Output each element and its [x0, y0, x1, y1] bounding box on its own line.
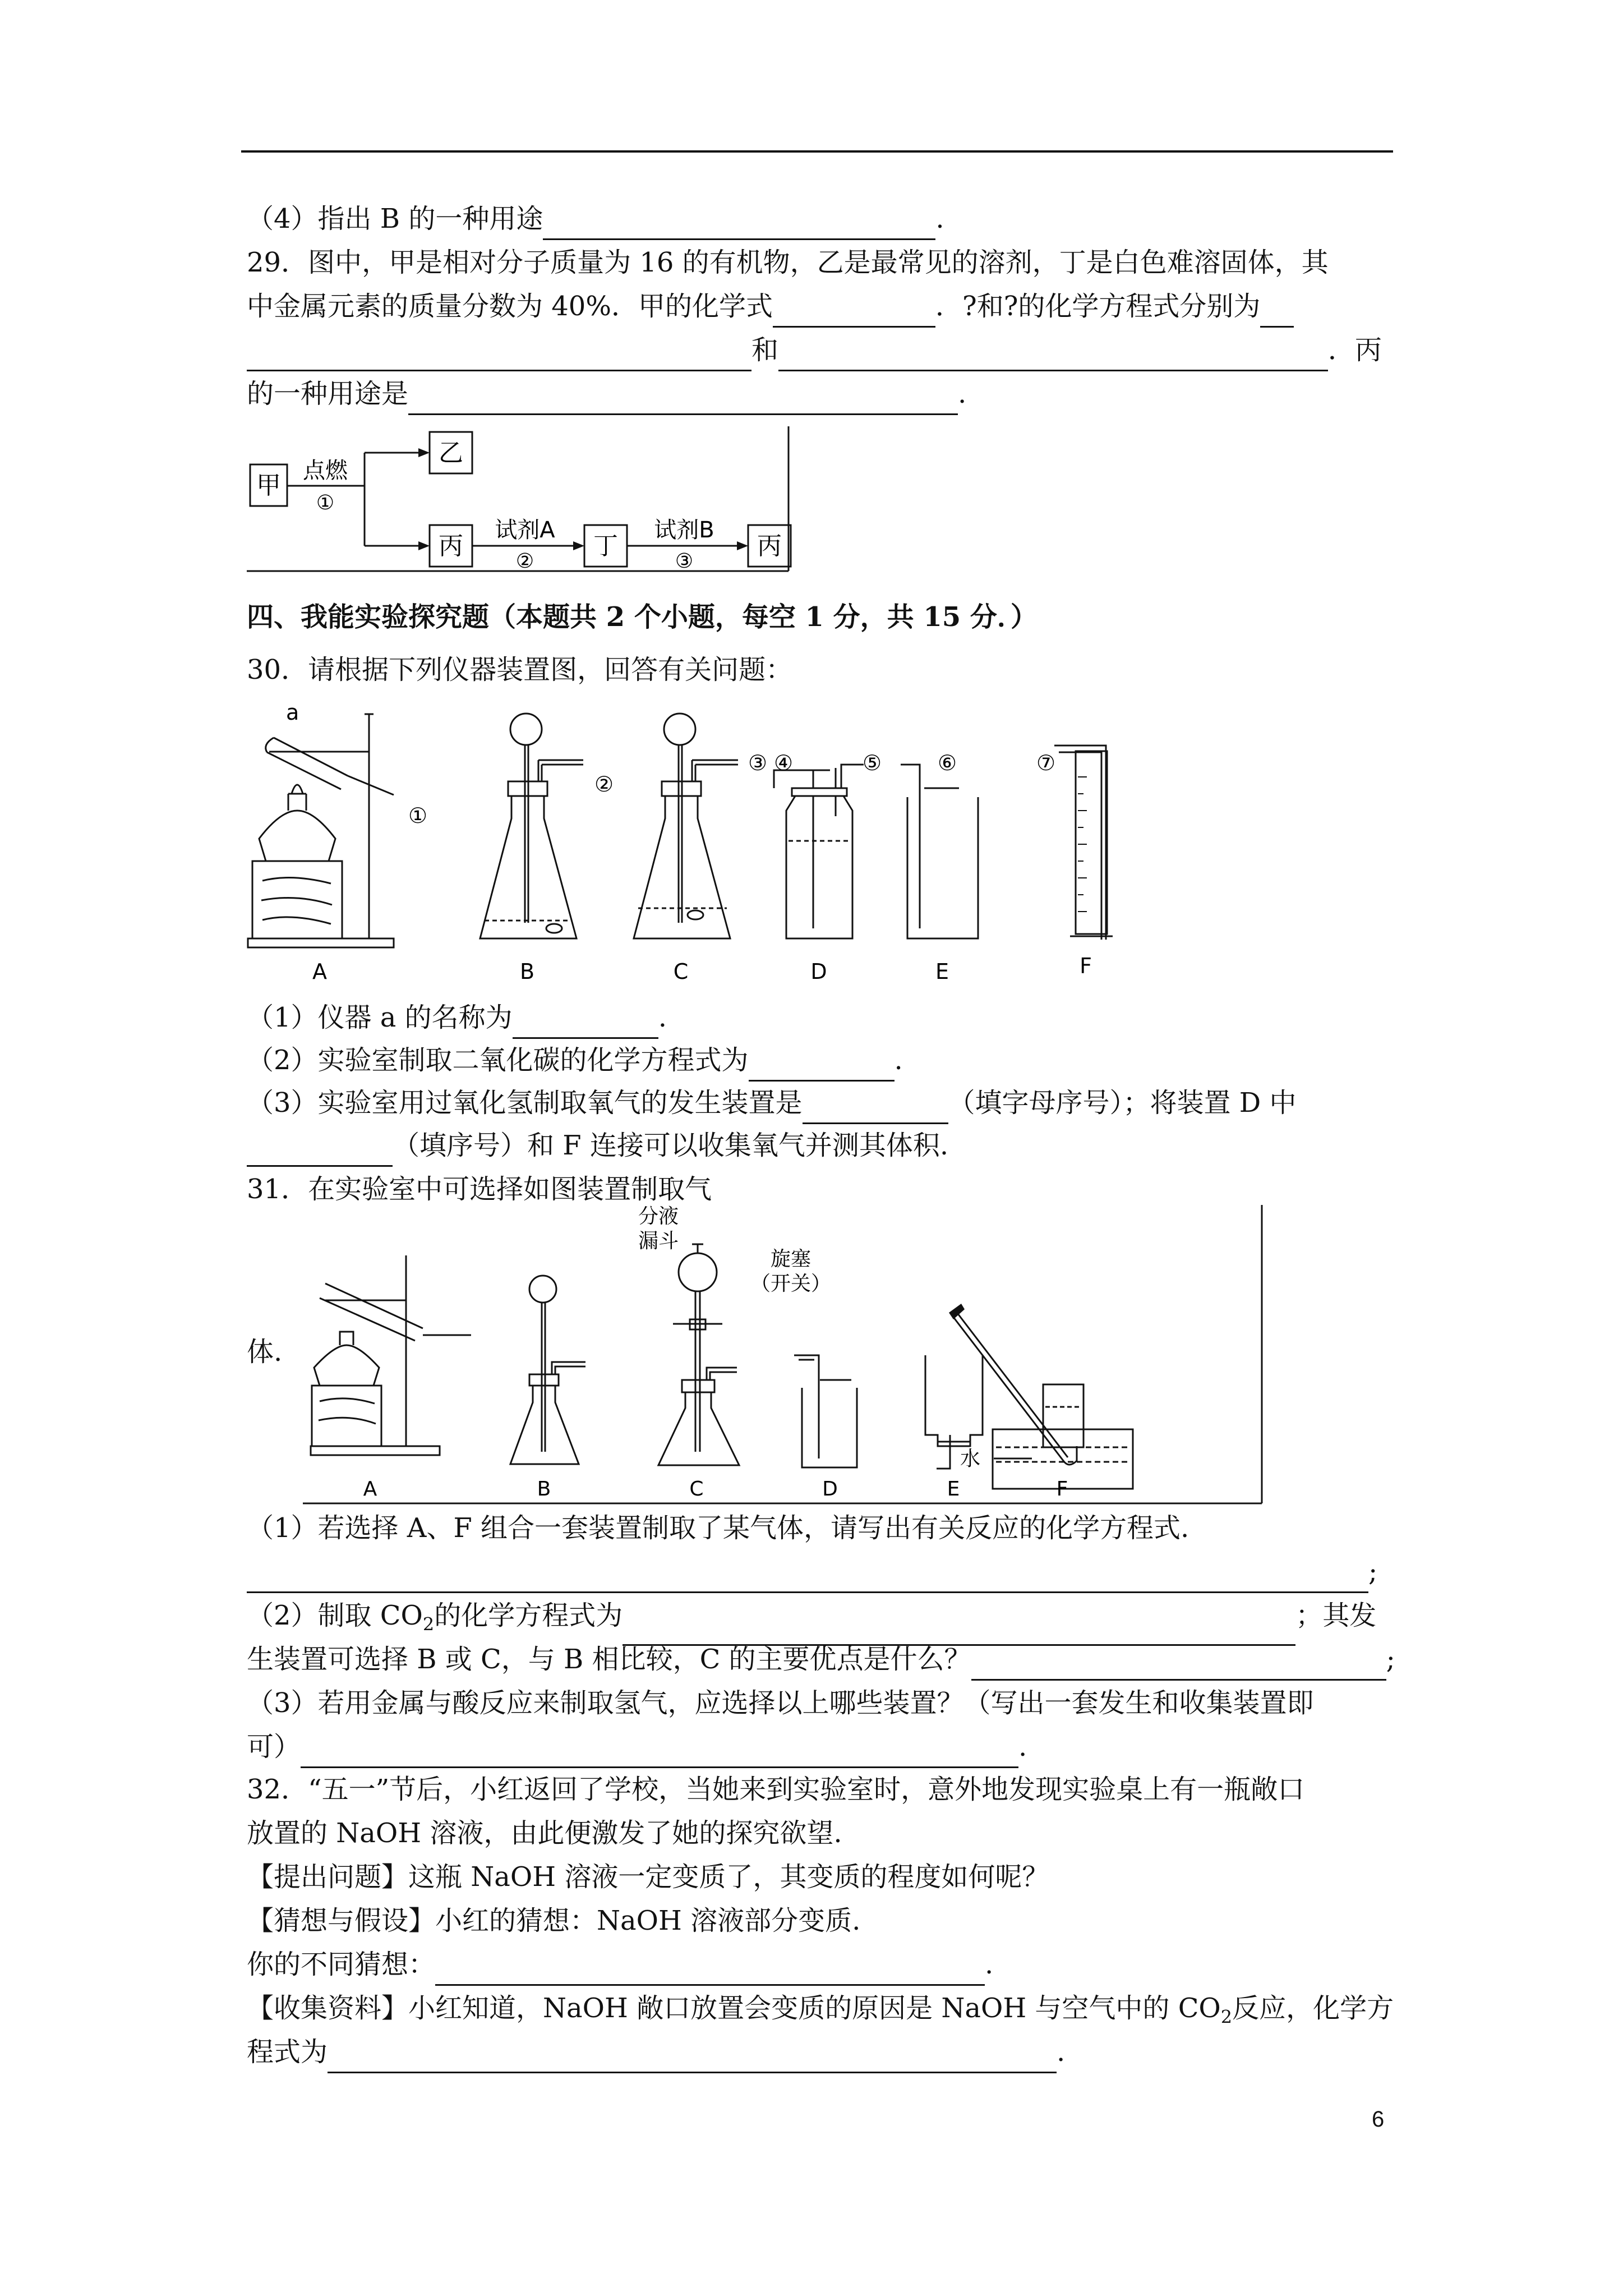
q30-part2 [247, 1039, 903, 1082]
q29-line1: 29．图中，甲是相对分子质量为 16 的有机物，乙是最常见的溶剂，丁是白色难溶固体，其 [247, 247, 1329, 278]
q30-apparatus-figure [247, 698, 1200, 990]
q29-flow-diagram [247, 426, 794, 572]
node-bing: 丙 [439, 532, 463, 560]
label-F: F [1080, 954, 1092, 978]
q30-text: （填序号）和 F 连接可以收集氧气并测其体积. [393, 1130, 949, 1161]
q30-part3 [247, 1082, 1297, 1124]
q28-part4 [247, 197, 944, 240]
q31-text: 可） [247, 1731, 301, 1763]
label-dianran: 点燃 [303, 458, 348, 484]
q32-question: 【提出问题】这瓶 NaOH 溶液一定变质了，其变质的程度如何呢？ [247, 1861, 1049, 1893]
label-E: E [947, 1478, 960, 1501]
q32-line2: 放置的 NaOH 溶液，由此便激发了她的探究欲望. [247, 1818, 842, 1849]
label-B: B [537, 1478, 551, 1501]
q31-part1: （1）若选择 A、F 组合一套装置制取了某气体，请写出有关反应的化学方程式. [247, 1512, 1189, 1544]
label-a: a [286, 700, 299, 725]
semicolon: ; [1386, 1644, 1395, 1675]
label-step1: ① [316, 491, 335, 514]
q30-stem: 30．请根据下列仪器装置图，回答有关问题： [247, 654, 793, 685]
label-n2: ② [594, 772, 614, 797]
q32-text: 【收集资料】小红知道，NaOH 敞口放置会变质的原因是 NaOH 与空气中的 CO [247, 1993, 1221, 2024]
period: . [658, 1002, 667, 1033]
q31-stem-cont: 体. [247, 1336, 283, 1368]
q29-text: 中金属元素的质量分数为 40%．甲的化学式 [247, 291, 773, 322]
subscript: 2 [1220, 2006, 1233, 2028]
q31-part2-cont [247, 1638, 1395, 1681]
q32-your-guess [247, 1943, 993, 1986]
label-n6: ⑥ [938, 751, 957, 775]
label-funnel: 分液 [638, 1205, 679, 1228]
q31-part3-cont [247, 1726, 1027, 1768]
answer-blank[interactable] [247, 1134, 393, 1167]
label-D: D [810, 959, 827, 984]
q29-text: 和 [751, 334, 779, 366]
label-n4: ④ [774, 751, 794, 775]
q31-part1-blank [247, 1550, 1377, 1593]
q29-text: ．丙 [1328, 334, 1382, 366]
q31-text: ；其发 [1295, 1600, 1377, 1631]
q32-line1: 32．“五一”节后，小红返回了学校，当她来到实验室时，意外地发现实验桌上有一瓶敞口 [247, 1774, 1305, 1805]
q29-line3 [247, 329, 1382, 371]
period: . [894, 1045, 903, 1076]
label-A: A [363, 1478, 377, 1501]
page-number: 6 [1372, 2107, 1385, 2132]
label-C: C [673, 959, 689, 984]
label-step3: ③ [675, 550, 694, 572]
answer-blank[interactable] [408, 382, 958, 415]
answer-blank[interactable] [803, 1091, 948, 1124]
label-n1: ① [408, 803, 428, 828]
period: . [1057, 2036, 1066, 2068]
label-n7: ⑦ [1036, 751, 1056, 775]
q30-text: （填字母序号）；将装置 D 中 [948, 1087, 1297, 1119]
label-B: B [519, 959, 535, 984]
answer-blank[interactable] [301, 1735, 1018, 1768]
period: . [1018, 1731, 1027, 1763]
q32-text: 程式为 [247, 2036, 328, 2068]
q30-text: （1）仪器 a 的名称为 [247, 1002, 513, 1033]
answer-blank[interactable] [328, 2040, 1057, 2073]
node-jia: 甲 [256, 471, 281, 500]
answer-blank[interactable] [773, 295, 935, 328]
q29-text: 的一种用途是 [247, 378, 409, 409]
label-valve: 旋塞 [770, 1248, 811, 1271]
q32-hypothesis: 【猜想与假设】小红的猜想：NaOH 溶液部分变质. [247, 1905, 861, 1936]
label-A: A [312, 959, 327, 984]
answer-blank[interactable] [247, 338, 751, 371]
q31-text: （2）制取 CO [247, 1600, 423, 1631]
q29-line4 [247, 372, 966, 415]
node-bing-2: 丙 [757, 532, 782, 560]
q32-text: 反应，化学方 [1232, 1993, 1394, 2024]
node-ding: 丁 [593, 532, 618, 560]
q31-stem: 31．在实验室中可选择如图装置制取气 [247, 1174, 712, 1205]
q29-text: ．?和?的化学方程式分别为 [935, 291, 1261, 322]
q31-part3: （3）若用金属与酸反应来制取氢气，应选择以上哪些装置？（写出一套发生和收集装置即 [247, 1687, 1314, 1719]
q30-part1 [247, 996, 667, 1039]
label-D: D [822, 1478, 838, 1501]
q31-apparatus-figure [303, 1205, 1270, 1508]
period: . [985, 1949, 994, 1980]
q31-text: 的化学方程式为 [434, 1600, 623, 1631]
answer-blank[interactable] [247, 1560, 1368, 1593]
q30-text: （3）实验室用过氧化氢制取氧气的发生装置是 [247, 1087, 803, 1119]
q32-text: 你的不同猜想： [247, 1949, 436, 1980]
semicolon: ; [1368, 1556, 1378, 1588]
period: . [935, 203, 944, 234]
answer-blank[interactable] [435, 1953, 985, 1986]
q28-part4-text: （4）指出 B 的一种用途 [247, 203, 543, 234]
label-step2: ② [515, 550, 534, 572]
label-E: E [935, 959, 949, 984]
label-funnel-2: 漏斗 [638, 1230, 679, 1253]
period: . [958, 378, 967, 409]
q29-line2 [247, 285, 1294, 328]
answer-blank[interactable] [749, 1048, 895, 1082]
node-yi: 乙 [439, 439, 463, 467]
q30-part3-cont [247, 1124, 948, 1167]
subscript: 2 [422, 1613, 435, 1635]
section4-title: 四、我能实验探究题（本题共 2 个小题，每空 1 分，共 15 分．） [247, 601, 1038, 633]
label-reagent-b: 试剂B [654, 517, 714, 543]
q31-text: 生装置可选择 B 或 C，与 B 相比较，C 的主要优点是什么？ [247, 1644, 971, 1675]
answer-blank[interactable] [971, 1648, 1386, 1681]
label-F: F [1056, 1478, 1068, 1501]
answer-blank[interactable] [513, 1006, 658, 1039]
answer-blank[interactable] [543, 207, 935, 240]
label-valve-2: （开关） [750, 1272, 832, 1295]
answer-blank[interactable] [1260, 295, 1294, 328]
label-C: C [689, 1478, 704, 1501]
answer-blank[interactable] [778, 338, 1328, 371]
label-water: 水 [960, 1447, 980, 1470]
q32-equation [247, 2031, 1065, 2073]
header-rule [241, 150, 1393, 153]
label-n3: ③ [748, 751, 768, 775]
label-n5: ⑤ [863, 751, 882, 775]
label-reagent-a: 试剂A [495, 517, 555, 543]
q30-text: （2）实验室制取二氧化碳的化学方程式为 [247, 1045, 749, 1076]
